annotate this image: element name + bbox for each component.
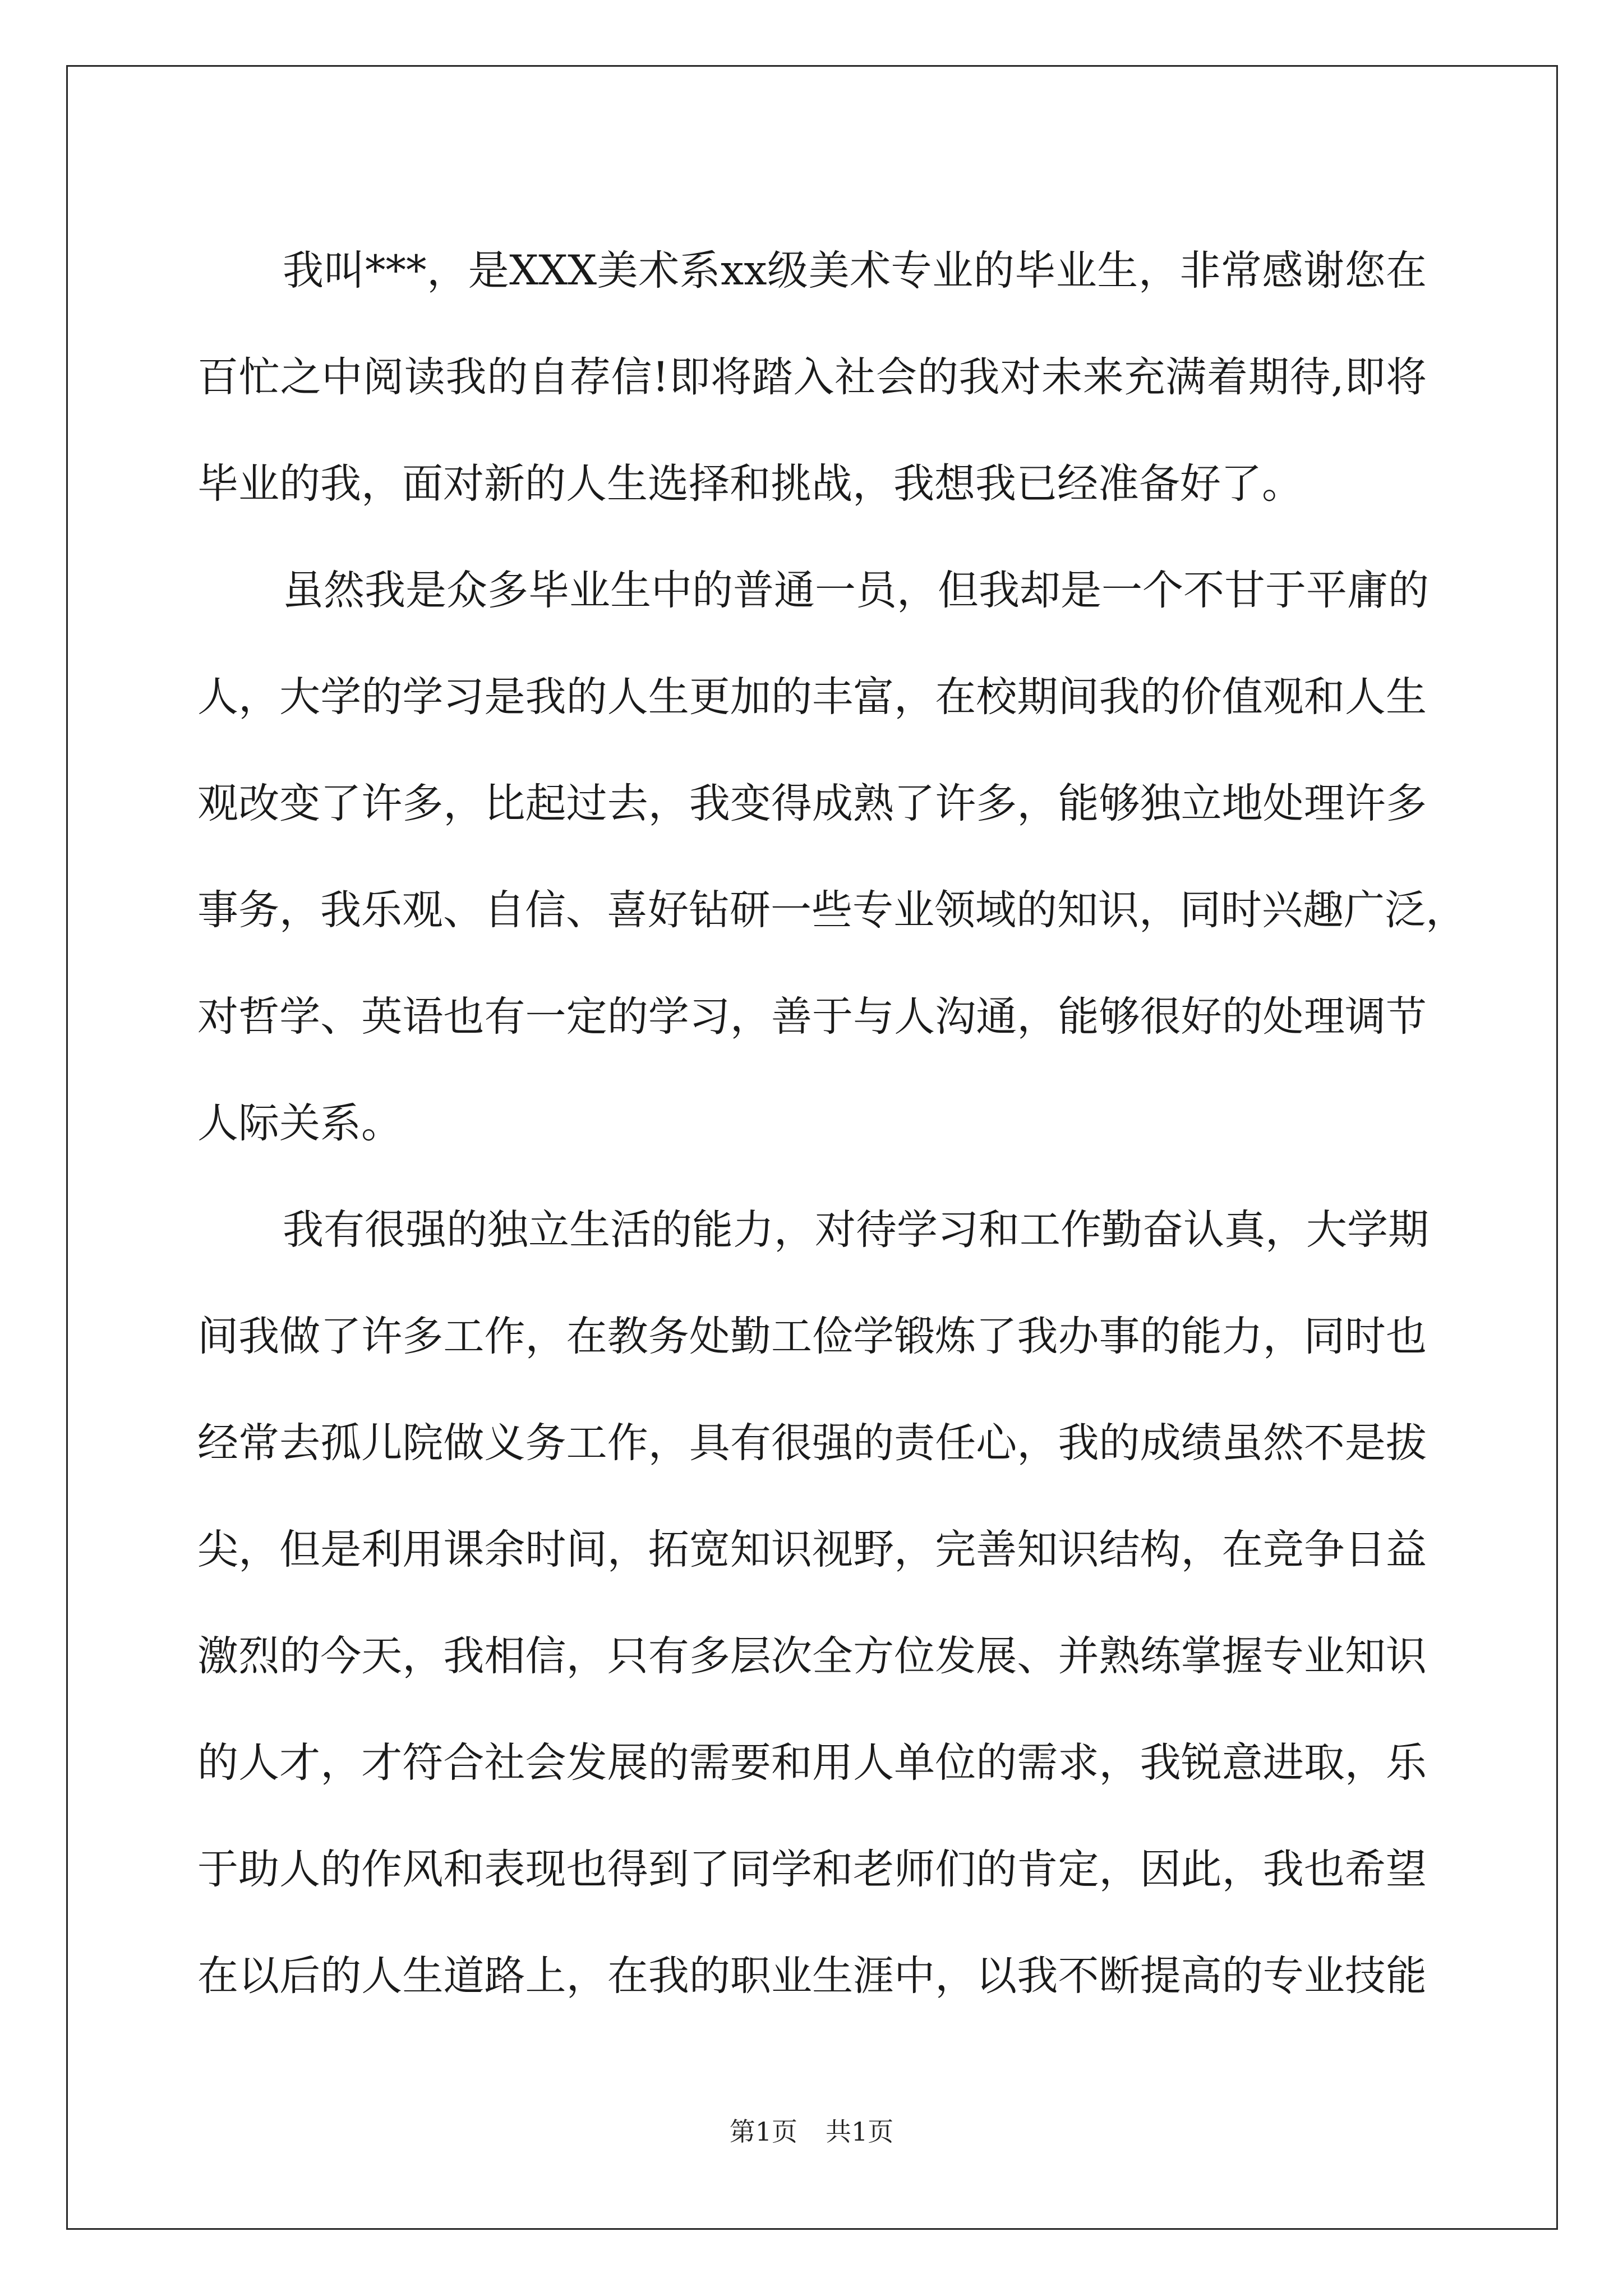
text-line: 百忙之中阅读我的自荐信!即将踏入社会的我对未来充满着期待,即将 (197, 353, 1427, 401)
text-line: 对哲学、英语也有一定的学习，善于与人沟通，能够很好的处理调节 (197, 993, 1427, 1041)
text-line: 人，大学的学习是我的人生更加的丰富，在校期间我的价值观和人生 (197, 673, 1427, 721)
text-line: 毕业的我，面对新的人生选择和挑战，我想我已经准备好了。 (197, 460, 1303, 508)
page-number-current: 第1页 (729, 2116, 797, 2147)
text-line: 的人才，才符合社会发展的需要和用人单位的需求，我锐意进取，乐 (197, 1739, 1427, 1787)
text-line: 尖，但是利用课余时间，拓宽知识视野，完善知识结构，在竞争日益 (197, 1526, 1427, 1573)
page-footer (0, 2115, 1623, 2148)
text-line: 在以后的人生道路上，在我的职业生涯中，以我不断提高的专业技能 (197, 1952, 1427, 2000)
text-line: 我有很强的独立生活的能力，对待学习和工作勤奋认真，大学期 (283, 1206, 1429, 1254)
text-line: 虽然我是众多毕业生中的普通一员，但我却是一个不甘于平庸的 (283, 567, 1429, 614)
text-line: 事务，我乐观、自信、喜好钻研一些专业领域的知识，同时兴趣广泛， (197, 886, 1467, 934)
text-line: 激烈的今天，我相信，只有多层次全方位发展、并熟练掌握专业知识 (197, 1632, 1427, 1680)
text-line: 经常去孤儿院做义务工作，具有很强的责任心，我的成绩虽然不是拔 (197, 1419, 1427, 1467)
page-number-total: 共1页 (826, 2116, 894, 2147)
text-line: 观改变了许多，比起过去，我变得成熟了许多，能够独立地处理许多 (197, 780, 1427, 827)
text-line: 我叫***，是XXX美术系xx级美术专业的毕业生，非常感谢您在 (283, 247, 1427, 295)
text-line: 于助人的作风和表现也得到了同学和老师们的肯定，因此，我也希望 (197, 1846, 1427, 1893)
text-line: 人际关系。 (197, 1099, 402, 1147)
document-body (197, 218, 1467, 2030)
text-line: 间我做了许多工作，在教务处勤工俭学锻炼了我办事的能力，同时也 (197, 1313, 1427, 1360)
